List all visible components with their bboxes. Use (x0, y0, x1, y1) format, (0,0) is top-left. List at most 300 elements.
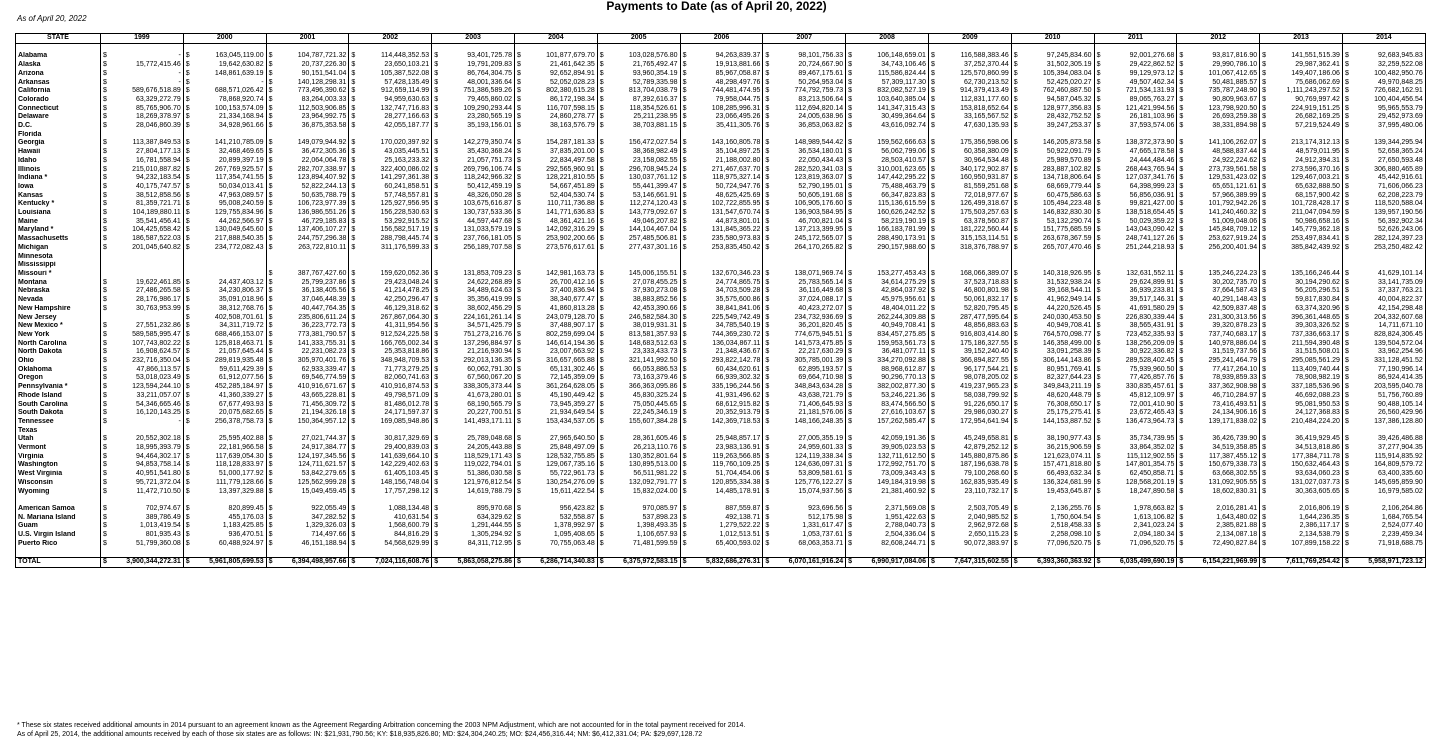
payment-cell: $ 361,264,628.05 (514, 383, 597, 392)
payment-cell: $ 75,939,960.50 (1094, 366, 1177, 375)
payment-cell: $ 316,657,665.88 (514, 357, 597, 366)
table-row (16, 435, 1426, 444)
payment-cell: $ 78,908,982.19 (1260, 374, 1343, 383)
table-row (16, 174, 1426, 183)
payment-cell: $ 149,407,186.06 (1260, 70, 1343, 79)
payment-cell: $ 45,190,449.42 (514, 392, 597, 401)
empty-cell (16, 548, 101, 557)
payment-cell: $ 109,290,293.44 (432, 105, 515, 114)
payment-cell: $ 38,703,881.15 (597, 122, 680, 131)
payment-cell: $ 146,614,194.36 (514, 340, 597, 349)
payment-cell: $ 131,033,579.19 (432, 226, 515, 235)
payment-cell: $ 65,651,121.61 (1177, 183, 1260, 192)
payment-cell: $ 243,079,128.70 (514, 314, 597, 323)
table-row (16, 374, 1426, 383)
payment-cell: $ 283,887,102.82 (1011, 166, 1094, 175)
table-row (16, 531, 1426, 540)
payment-cell: $ 145,779,362.18 (1260, 226, 1343, 235)
payment-cell: $ - (101, 418, 184, 427)
payment-cell: $ 72,145,359.09 (514, 374, 597, 383)
table-row (16, 209, 1426, 218)
payment-cell: $ 57,748,557.81 (349, 192, 432, 201)
payment-cell: $ 63,329,272.79 (101, 96, 184, 105)
payment-cell: $ 124,197,345.56 (266, 453, 349, 462)
payment-cell: $ 262,244,309.88 (846, 314, 929, 323)
payment-cell: $ 306,144,143.86 (1011, 357, 1094, 366)
table-row (16, 52, 1426, 61)
payment-cell: $ 83,474,566.50 (846, 401, 929, 410)
payment-cell: $ 6,286,714,340.83 (514, 558, 597, 568)
payment-cell: $ 40,447,764.35 (266, 305, 349, 314)
payment-cell: $ 22,834,497.58 (514, 157, 597, 166)
table-row (16, 540, 1426, 549)
table-row (16, 409, 1426, 418)
payment-cell: $ 34,703,509.28 (680, 287, 763, 296)
payment-cell: $ 60,062,791.30 (432, 366, 515, 375)
payment-cell: $ 895,970.68 (432, 505, 515, 514)
payment-cell: $ 63,400,335.60 (1342, 470, 1425, 479)
header-year: 2003 (432, 34, 515, 44)
empty-cell (1011, 496, 1094, 505)
payment-cell: $ 79,465,860.02 (432, 96, 515, 105)
payment-cell: $ 81,559,251.68 (928, 183, 1011, 192)
payment-cell: $ 48,404,011.22 (846, 305, 929, 314)
payment-cell: $ 23,007,663.92 (514, 348, 597, 357)
payment-cell: $ 30,817,329.69 (349, 435, 432, 444)
payment-cell: $ 132,631,552.11 (1094, 270, 1177, 279)
payment-cell (183, 131, 266, 140)
payment-cell: $ 23,158,082.55 (597, 157, 680, 166)
payment-cell: $ 128,532,755.85 (514, 453, 597, 462)
payment-cell: $ 62,450,858.71 (1094, 470, 1177, 479)
payment-cell: $ 68,612,915.82 (680, 401, 763, 410)
payment-cell: $ 49,798,571.09 (349, 392, 432, 401)
payment-cell: $ 14,711,671.10 (1342, 322, 1425, 331)
payment-cell: $ 121,976,812.54 (432, 479, 515, 488)
table-row (16, 505, 1426, 514)
payment-cell: $ 774,792,759.73 (763, 87, 846, 96)
payment-cell: $ 14,619,788.79 (432, 488, 515, 497)
payment-cell: $ 16,908,624.57 (101, 348, 184, 357)
payment-cell: $ 138,518,654.45 (1094, 209, 1177, 218)
spacer-row (16, 43, 1426, 52)
payment-cell: $ 54,568,629.99 (349, 540, 432, 549)
empty-cell (266, 496, 349, 505)
payment-cell: $ 322,400,086.02 (349, 166, 432, 175)
payment-cell: $ 1,279,522.22 (680, 522, 763, 531)
payment-cell: $ 248,741,127.26 (1094, 235, 1177, 244)
payment-cell: $ 1,183,425.85 (183, 522, 266, 531)
payment-cell: $ 36,426,739.90 (1177, 435, 1260, 444)
payment-cell: $ 57,428,135.49 (349, 79, 432, 88)
payment-cell: $ 774,675,945.51 (763, 331, 846, 340)
payment-cell: $ 1,398,493.35 (597, 522, 680, 531)
payment-cell: $ 129,755,834.96 (183, 209, 266, 218)
payment-cell: $ 141,106,262.07 (1177, 139, 1260, 148)
payment-cell: $ 257,485,506.81 (597, 235, 680, 244)
payment-cell: $ 106,905,176.60 (763, 200, 846, 209)
payment-cell: $ 30,763,953.99 (101, 305, 184, 314)
payment-cell: $ 140,318,926.95 (1011, 270, 1094, 279)
payment-cell: $ 130,049,645.60 (183, 226, 266, 235)
payment-cell: $ 348,948,709.53 (349, 357, 432, 366)
payment-cell: $ 22,217,630.29 (763, 348, 846, 357)
payment-cell: $ 282,707,338.97 (266, 166, 349, 175)
payment-cell: $ 112,503,906.85 (266, 105, 349, 114)
table-row (16, 514, 1426, 523)
payment-cell: $ 22,245,346.19 (597, 409, 680, 418)
payment-cell: $ 107,899,158.22 (1260, 540, 1343, 549)
payment-cell: $ 27,486,265.58 (101, 287, 184, 296)
payment-cell: $ 137,213,399.95 (763, 226, 846, 235)
payment-cell: $ 53,146,661.91 (597, 192, 680, 201)
empty-cell (16, 43, 101, 52)
payment-cell (1094, 253, 1177, 262)
payment-cell: $ 41,673,280.01 (432, 392, 515, 401)
state-name: N. Mariana Island (16, 514, 101, 523)
payment-cell: $ 71,481,599.59 (597, 540, 680, 549)
payment-cell: $ 107,743,802.22 (101, 340, 184, 349)
payment-cell: $ 15,611,422.54 (514, 488, 597, 497)
payment-cell: $ 29,990,786.10 (1177, 61, 1260, 70)
payment-cell: $ 15,832,024.00 (597, 488, 680, 497)
payment-cell (680, 253, 763, 262)
payment-cell: $ 52,626,243.06 (1342, 226, 1425, 235)
payment-cell: $ 21,057,645.44 (183, 348, 266, 357)
payment-cell: $ 970,085.97 (597, 505, 680, 514)
empty-cell (680, 548, 763, 557)
payment-cell: $ 115,586,824.44 (846, 70, 929, 79)
state-name: Maryland * (16, 226, 101, 235)
payment-cell: $ 282,520,341.03 (763, 166, 846, 175)
payment-cell: $ 19,642,630.82 (183, 61, 266, 70)
payment-cell: $ 60,475,586.63 (1011, 192, 1094, 201)
payment-cell: $ 26,560,429.96 (1342, 409, 1425, 418)
payment-cell: $ 135,166,246.44 (1260, 270, 1343, 279)
payment-cell: $ 211,594,390.48 (1260, 340, 1343, 349)
payment-cell: $ 1,053,737.61 (763, 531, 846, 540)
payment-cell: $ 120,855,334.38 (680, 479, 763, 488)
state-name: Virginia (16, 453, 101, 462)
payment-cell: $ 31,502,305.19 (1011, 61, 1094, 70)
payment-cell: $ 94,232,183.54 (101, 174, 184, 183)
payment-cell: $ 1,331,617.47 (763, 522, 846, 531)
state-name: North Dakota (16, 348, 101, 357)
payment-cell: $ 38,368,982.49 (597, 148, 680, 157)
payment-cell: $ 36,223,772.73 (266, 322, 349, 331)
payment-cell: $ 211,047,094.59 (1260, 209, 1343, 218)
payment-cell: $ 6,154,221,969.99 (1177, 558, 1260, 568)
payment-cell: $ 62,730,213.52 (928, 79, 1011, 88)
payment-cell: $ 164,809,579.72 (1342, 461, 1425, 470)
payment-cell: $ 338,305,373.44 (432, 383, 515, 392)
payment-cell: $ 92,652,894.91 (514, 70, 597, 79)
payment-cell: $ 21,934,649.54 (514, 409, 597, 418)
payment-cell: $ 71,918,688.75 (1342, 540, 1425, 549)
payment-cell: $ 155,607,384.28 (597, 418, 680, 427)
payment-cell: $ 914,379,413.49 (928, 87, 1011, 96)
payment-cell: $ 27,650,593.48 (1342, 157, 1425, 166)
payment-cell: $ 125,562,999.28 (266, 479, 349, 488)
payment-cell: $ 1,305,294.92 (432, 531, 515, 540)
payment-cell: $ 2,016,806.19 (1260, 505, 1343, 514)
payment-cell: $ 63,668,302.55 (1177, 470, 1260, 479)
table-row (16, 401, 1426, 410)
payment-cell: $ 129,531,423.02 (1177, 174, 1260, 183)
payment-cell: $ 36,875,353.58 (266, 122, 349, 131)
empty-cell (432, 43, 515, 52)
payment-cell: $ 44,597,447.68 (432, 218, 515, 227)
payment-cell: $ 2,134,087.18 (1177, 531, 1260, 540)
payment-cell: $ 106,148,659.01 (846, 52, 929, 61)
payment-cell: $ 84,311,712.95 (432, 540, 515, 549)
payment-cell: $ 1,095,408.65 (514, 531, 597, 540)
payment-cell: $ 36,419,929.45 (1260, 435, 1343, 444)
payment-cell: $ 55,441,399.47 (597, 183, 680, 192)
payment-cell: $ 267,867,064.30 (349, 314, 432, 323)
state-name: Kansas (16, 192, 101, 201)
payment-cell: $ 90,072,383.97 (928, 540, 1011, 549)
payment-cell: $ 49,970,848.25 (1342, 79, 1425, 88)
payment-cell: $ 48,856,883.63 (928, 322, 1011, 331)
empty-cell (846, 496, 929, 505)
footnote-line-2: As of April 25, 2014, the additional amounts received by each of those six states are as follows: IN: $21,931,790.56; KY: $18,935,826.80; MD: $24,304,240.25; MO: $24,456,316.44; NM: $6,412,331.04; PA: $29,697,128.72 (17, 731, 703, 738)
payment-cell: $ 2,106,264.86 (1342, 505, 1425, 514)
payment-cell: $ 2,503,705.49 (928, 505, 1011, 514)
payment-cell: $ 37,664,587.43 (1177, 287, 1260, 296)
payment-cell: $ 1,106,657.93 (597, 531, 680, 540)
payment-cell: $ 29,452,973.69 (1342, 113, 1425, 122)
state-name: Texas (16, 427, 101, 436)
payment-cell: $ 256,189,707.58 (432, 244, 515, 253)
table-row (16, 61, 1426, 70)
payment-cell: $ 146,205,873.58 (1011, 139, 1094, 148)
payment-cell: $ 71,456,309.72 (266, 401, 349, 410)
state-name: Missouri * (16, 270, 101, 279)
payment-cell: $ 60,241,858.51 (349, 183, 432, 192)
header-year: 2008 (846, 34, 929, 44)
payment-cell: $ 289,528,402.45 (1094, 357, 1177, 366)
payment-cell: $ 410,631.54 (349, 514, 432, 523)
payment-cell: $ 139,344,295.94 (1342, 139, 1425, 148)
state-name: New Hampshire (16, 305, 101, 314)
footnote-line-1: * These six states received additional amounts in 2014 pursuant to an agreement known as the Agreement Regarding Arbitration concerning the 2003 NPM Adjustment, which are not accounted for in the total payment received for 2014. (17, 722, 746, 729)
state-name: Vermont (16, 444, 101, 453)
payment-cell: $ 20,724,667.90 (763, 61, 846, 70)
payment-cell: $ 94,587,045.32 (1011, 96, 1094, 105)
payment-cell: $ 315,153,114.51 (928, 235, 1011, 244)
payment-cell: $ 69,664,710.98 (763, 374, 846, 383)
payment-cell: $ 1,684,765.54 (1342, 514, 1425, 523)
payment-cell: $ 271,467,637.70 (680, 166, 763, 175)
payment-cell: $ 57,966,389.99 (1177, 192, 1260, 201)
payment-cell: $ 147,801,354.75 (1094, 461, 1177, 470)
payment-cell: $ 37,835,201.00 (514, 148, 597, 157)
payment-cell: $ 115,914,835.92 (1342, 453, 1425, 462)
payment-cell: $ 136,903,584.95 (763, 209, 846, 218)
payment-cell: $ 46,151,188.94 (266, 540, 349, 549)
payment-cell: $ 53,018,023.49 (101, 374, 184, 383)
payment-cell: $ 25,783,565.14 (763, 279, 846, 288)
header-year: 2011 (1094, 34, 1177, 44)
payment-cell: $ 50,412,459.19 (432, 183, 515, 192)
payment-cell: $ 726,682,162.91 (1342, 87, 1425, 96)
payment-cell: $ 246,582,584.30 (597, 314, 680, 323)
payment-cell: $ 23,650,103.21 (349, 61, 432, 70)
payment-cell: $ 141,240,460.32 (1177, 209, 1260, 218)
payment-cell: $ 20,075,682.65 (183, 409, 266, 418)
payment-cell: $ 24,127,368.83 (1260, 409, 1343, 418)
state-name: Nebraska (16, 287, 101, 296)
payment-cell: $ 35,734,739.95 (1094, 435, 1177, 444)
payment-cell: $ 21,348,436.67 (680, 348, 763, 357)
payment-cell: $ 72,490,827.84 (1177, 540, 1260, 549)
payment-cell (183, 427, 266, 436)
payment-cell: $ 37,337,763.21 (1342, 287, 1425, 296)
payment-cell: $ 119,022,794.01 (432, 461, 515, 470)
payment-cell (101, 131, 184, 140)
payment-cell: $ 35,411,305.76 (680, 122, 763, 131)
payment-cell: $ 98,078,205.02 (928, 374, 1011, 383)
payment-cell: $ 104,787,721.32 (266, 52, 349, 61)
payment-cell: $ 102,722,855.95 (680, 200, 763, 209)
payment-cell: $ 38,602,456.29 (432, 305, 515, 314)
payment-cell: $ 23,964,992.75 (266, 113, 349, 122)
payment-cell: $ 153,277,453.43 (846, 270, 929, 279)
payment-cell: $ 68,157,900.42 (1260, 192, 1343, 201)
payment-cell: $ 36,853,063.82 (763, 122, 846, 131)
payment-cell: $ 20,552,302.18 (101, 435, 184, 444)
payment-cell: $ 43,035,445.51 (349, 148, 432, 157)
empty-cell (763, 43, 846, 52)
empty-cell (763, 496, 846, 505)
payment-cell: $ 63,374,320.96 (1260, 305, 1343, 314)
payment-cell: $ 35,193,156.01 (432, 122, 515, 131)
payment-cell: $ 108,285,996.31 (680, 105, 763, 114)
payment-cell: $ 39,152,240.40 (928, 348, 1011, 357)
payment-cell: $ 6,035,499,690.19 (1094, 558, 1177, 568)
table-row (16, 131, 1426, 140)
payment-cell: $ 66,347,823.83 (846, 192, 929, 201)
payment-cell: $ 52,790,195.01 (763, 183, 846, 192)
payment-cell: $ 50,724,947.76 (680, 183, 763, 192)
empty-cell (1011, 43, 1094, 52)
payment-cell: $ 93,401,725.78 (432, 52, 515, 61)
payment-cell: $ 64,398,999.23 (1094, 183, 1177, 192)
payment-cell: $ 128,221,810.55 (514, 174, 597, 183)
payment-cell: $ 27,616,103.67 (846, 409, 929, 418)
payment-cell: $ 89,467,175.61 (763, 70, 846, 79)
payment-cell: $ 234,772,082.43 (183, 244, 266, 253)
payment-cell: $ 90,296,770.13 (846, 374, 929, 383)
table-row (16, 392, 1426, 401)
payment-cell: $ 277,437,301.16 (597, 244, 680, 253)
payment-cell: $ 37,024,088.17 (763, 296, 846, 305)
payment-cell: $ 16,781,558.94 (101, 157, 184, 166)
state-name: West Virginia (16, 470, 101, 479)
payment-cell: $ 916,803,414.80 (928, 331, 1011, 340)
payment-cell: $ 532,558.87 (514, 514, 597, 523)
as-of-date-label: As of April 20, 2022 (17, 14, 87, 23)
payment-cell: $ 349,843,211.19 (1011, 383, 1094, 392)
payment-cell: $ 253,497,834.41 (1260, 235, 1343, 244)
payment-cell: $ 48,298,497.76 (680, 79, 763, 88)
payment-cell: $ 130,352,801.64 (597, 453, 680, 462)
payment-cell: $ 126,499,318.67 (928, 200, 1011, 209)
payment-cell: $ 169,085,948.86 (349, 418, 432, 427)
payment-cell: $ 66,493,632.34 (1011, 470, 1094, 479)
payment-cell: $ 143,779,092.67 (597, 209, 680, 218)
empty-cell (349, 548, 432, 557)
payment-cell: $ 29,422,862.52 (1094, 61, 1177, 70)
payment-cell: $ 129,467,003.21 (1260, 174, 1343, 183)
payment-cell: $ 52,052,028.23 (514, 79, 597, 88)
payment-cell (763, 131, 846, 140)
state-name: North Carolina (16, 340, 101, 349)
table-row (16, 253, 1426, 262)
payment-cell: $ 34,230,806.37 (183, 287, 266, 296)
payment-cell: $ 75,050,445.65 (597, 401, 680, 410)
payment-cell (597, 261, 680, 270)
empty-cell (1177, 43, 1260, 52)
payment-cell: $ 99,129,973.12 (1094, 70, 1177, 79)
payment-cell: $ 589,676,518.89 (101, 87, 184, 96)
payment-cell: $ 63,378,560.87 (928, 218, 1011, 227)
payment-cell: $ 820,899.45 (183, 505, 266, 514)
payment-cell: $ 75,488,463.79 (846, 183, 929, 192)
empty-cell (1094, 43, 1177, 52)
empty-cell (101, 548, 184, 557)
payment-cell: $ 36,201,820.45 (763, 322, 846, 331)
payment-cell: $ 1,378,992.97 (514, 522, 597, 531)
payment-cell: $ 203,595,040.78 (1342, 383, 1425, 392)
payment-cell: $ 19,791,209.83 (432, 61, 515, 70)
payment-cell: $ 6,990,917,084.06 (846, 558, 929, 568)
payment-cell: $ 263,722,810.11 (266, 244, 349, 253)
payment-cell: $ 166,765,002.34 (349, 340, 432, 349)
payment-cell: $ 36,138,405.56 (266, 287, 349, 296)
payment-cell: $ 90,151,541.04 (266, 70, 349, 79)
payment-cell (101, 270, 184, 279)
payment-cell: $ 48,579,011.95 (1260, 148, 1343, 157)
payment-cell (1177, 427, 1260, 436)
payment-cell: $ 36,472,305.36 (266, 148, 349, 157)
payment-cell: $ 34,489,624.63 (432, 287, 515, 296)
payment-cell: $ 94,263,839.37 (680, 52, 763, 61)
payment-cell: $ 42,059,191.36 (846, 435, 929, 444)
table-row (16, 470, 1426, 479)
state-name: Alaska (16, 61, 101, 70)
payment-cell: $ 24,912,394.31 (1260, 157, 1343, 166)
payment-cell: $ 2,016,281.41 (1177, 505, 1260, 514)
state-name: Pennsylvania * (16, 383, 101, 392)
payment-cell: $ 177,384,711.78 (1260, 453, 1343, 462)
payment-cell: $ 39,168,544.11 (1011, 287, 1094, 296)
payment-cell: $ 141,771,636.83 (514, 209, 597, 218)
payment-cell: $ 7,024,116,608.76 (349, 558, 432, 568)
payment-cell: $ 331,128,451.52 (1342, 357, 1425, 366)
payment-cell: $ 145,880,875.86 (928, 453, 1011, 462)
payment-cell: $ 44,873,801.01 (680, 218, 763, 227)
state-name: Guam (16, 522, 101, 531)
payment-cell: $ 6,070,161,916.24 (763, 558, 846, 568)
empty-cell (1177, 548, 1260, 557)
payment-cell: $ 305,785,001.39 (763, 357, 846, 366)
payment-cell: $ 39,320,878.23 (1177, 322, 1260, 331)
payment-cell: $ 104,189,880.11 (101, 209, 184, 218)
payment-cell: $ 40,291,148.43 (1177, 296, 1260, 305)
payment-cell: $ 148,683,512.63 (597, 340, 680, 349)
